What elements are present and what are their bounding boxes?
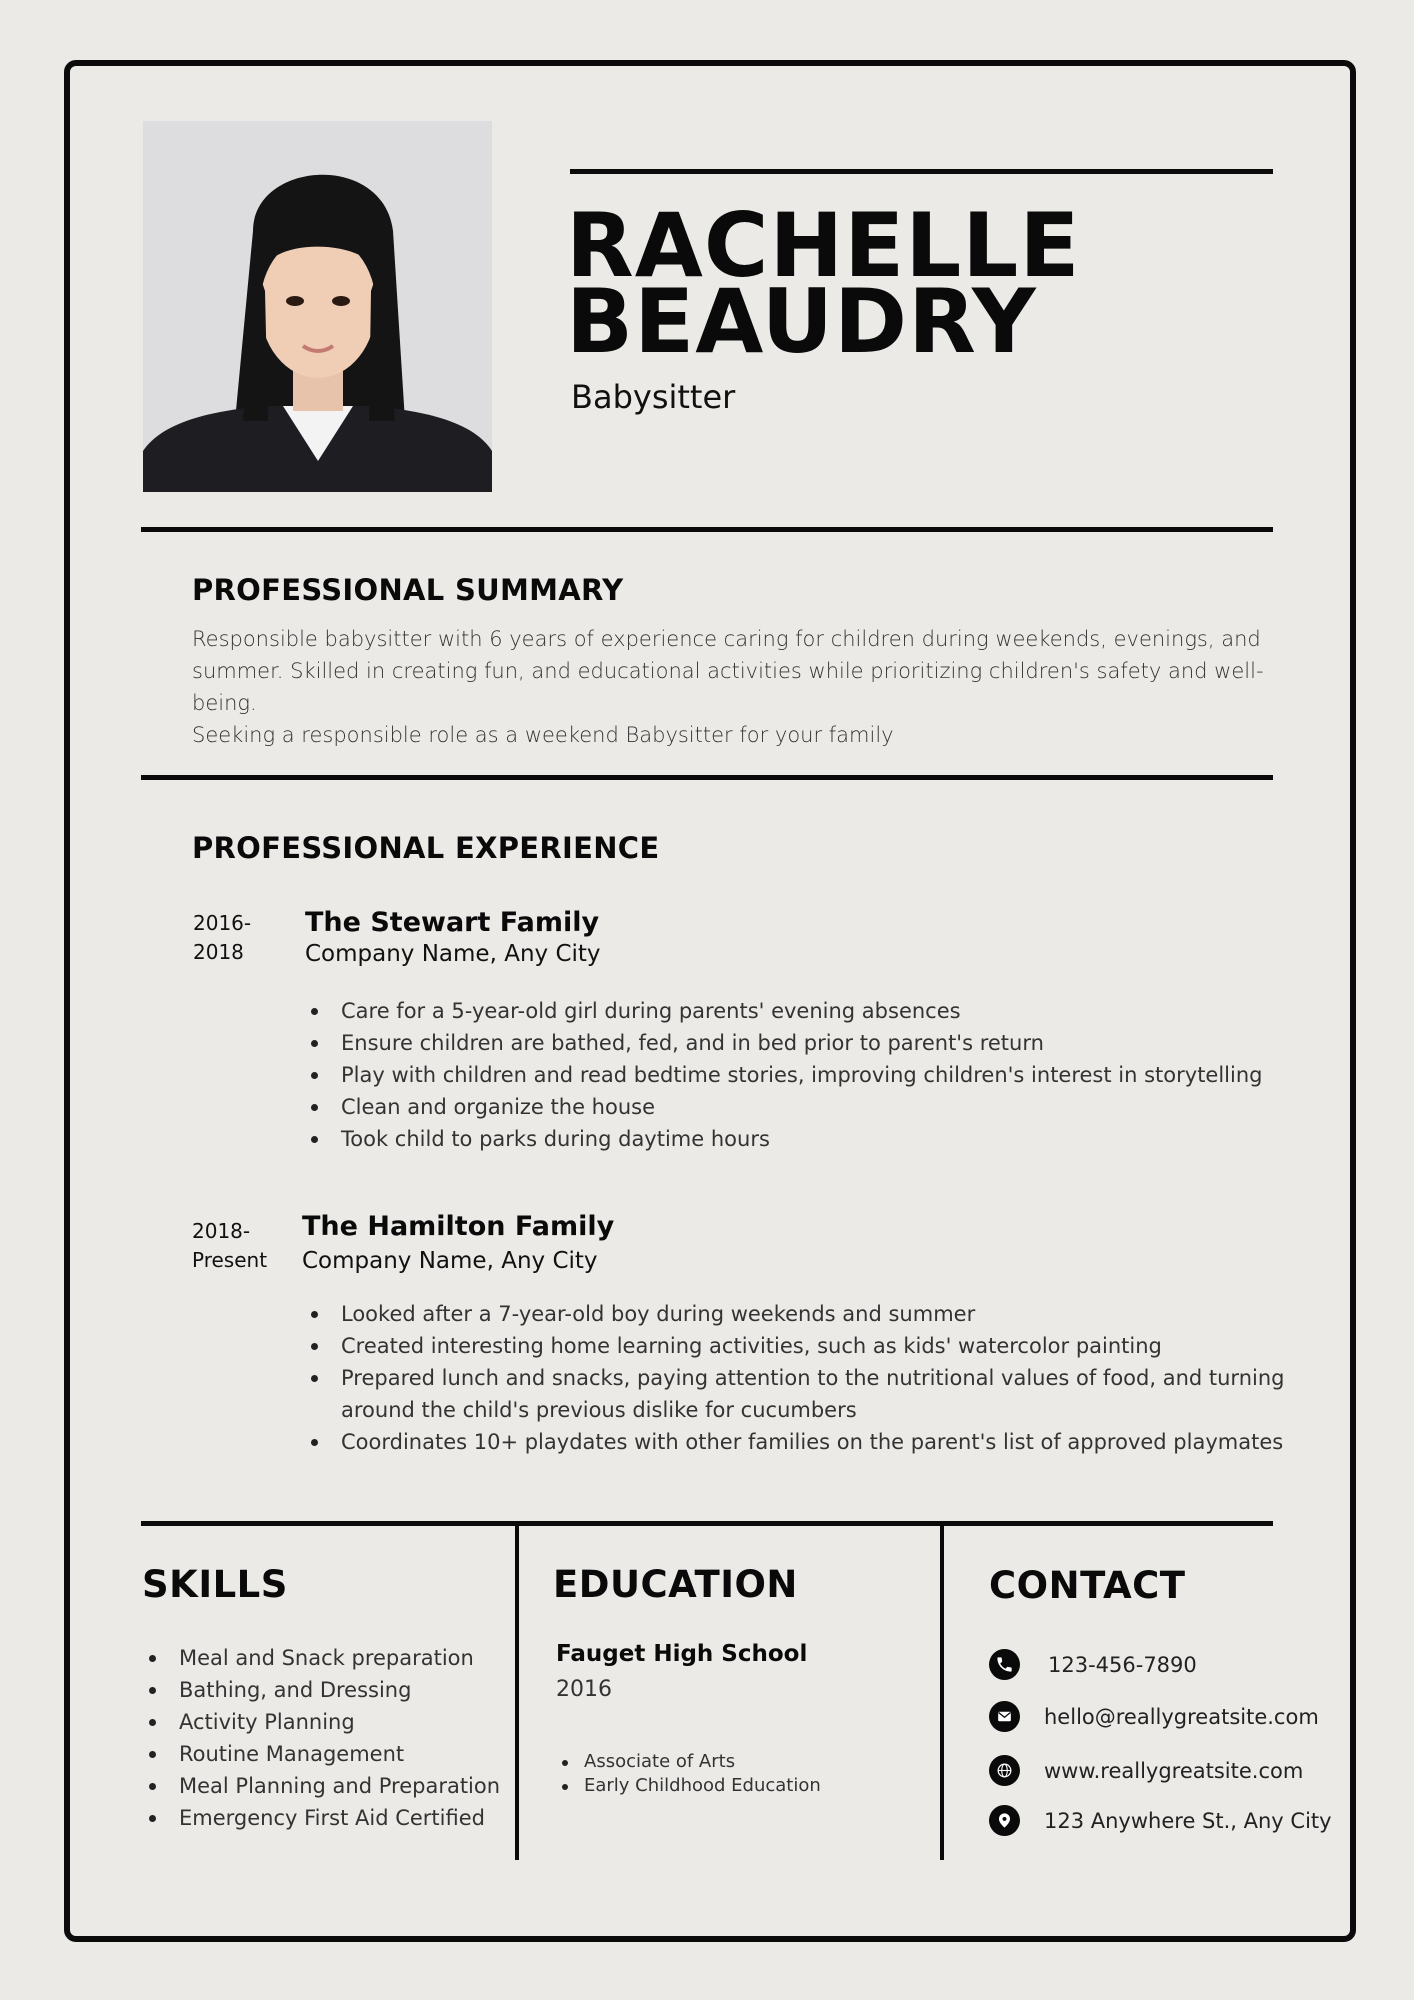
list-item: Meal and Snack preparation xyxy=(143,1642,513,1674)
education-list xyxy=(556,1750,926,1798)
divider-summary xyxy=(141,527,1273,532)
location-pin-icon xyxy=(989,1805,1020,1836)
job-date-start: 2016- xyxy=(193,911,252,935)
column-divider-right xyxy=(940,1521,944,1860)
phone-number[interactable]: 123-456-7890 xyxy=(1048,1652,1197,1677)
phone-icon xyxy=(989,1649,1020,1680)
list-item: Created interesting home learning activities, such as kids' watercolor painting xyxy=(305,1330,1305,1362)
contact-email xyxy=(989,1701,1319,1732)
job-duties-list xyxy=(305,1298,1305,1458)
list-item: Meal Planning and Preparation xyxy=(143,1770,513,1802)
list-item: Coordinates 10+ playdates with other families on the parent's list of approved playmates xyxy=(305,1426,1305,1458)
street-address: 123 Anywhere St., Any City xyxy=(1044,1808,1332,1833)
job-employer: The Stewart Family xyxy=(305,907,600,938)
last-name: BEAUDRY xyxy=(566,270,1037,373)
summary-heading: PROFESSIONAL SUMMARY xyxy=(192,573,624,607)
summary-line: Responsible babysitter with 6 years of experience caring for children during weekends, evenings, and xyxy=(192,627,1261,651)
list-item: Play with children and read bedtime stories, improving children's interest in storytelling xyxy=(305,1059,1305,1091)
website-link[interactable]: www.reallygreatsite.com xyxy=(1044,1758,1304,1783)
list-item: Routine Management xyxy=(143,1738,513,1770)
list-item: Clean and organize the house xyxy=(305,1091,1305,1123)
email-icon xyxy=(989,1701,1020,1732)
header-top-rule xyxy=(570,169,1273,174)
list-item: Took child to parks during daytime hours xyxy=(305,1123,1305,1155)
contact-phone xyxy=(989,1649,1197,1680)
contact-heading: CONTACT xyxy=(989,1564,1186,1607)
job-date-end: 2018 xyxy=(193,940,244,964)
profile-photo xyxy=(143,121,492,492)
job-date xyxy=(192,1217,267,1275)
list-item: Emergency First Aid Certified xyxy=(143,1802,513,1834)
list-item: Prepared lunch and snacks, paying attention to the nutritional values of food, and turning xyxy=(305,1362,1305,1394)
skills-list xyxy=(143,1642,513,1834)
contact-website xyxy=(989,1755,1303,1786)
experience-heading: PROFESSIONAL EXPERIENCE xyxy=(192,831,660,865)
globe-icon xyxy=(989,1755,1020,1786)
job-duties-list xyxy=(305,995,1305,1155)
list-item: Associate of Arts xyxy=(556,1750,926,1774)
list-item: Early Childhood Education xyxy=(556,1774,926,1798)
summary-line: summer. Skilled in creating fun, and educational activities while prioritizing children's safety and well-being. xyxy=(192,659,1264,715)
graduation-year: 2016 xyxy=(556,1677,612,1702)
job-company: Company Name, Any City xyxy=(302,1248,598,1274)
contact-address xyxy=(989,1805,1332,1836)
education-heading: EDUCATION xyxy=(553,1563,798,1606)
column-divider-left xyxy=(515,1521,519,1860)
list-item-continuation: around the child's previous dislike for cucumbers xyxy=(341,1398,857,1422)
job-employer: The Hamilton Family xyxy=(302,1211,615,1242)
job-date xyxy=(193,909,251,967)
job-role: Babysitter xyxy=(571,378,736,416)
first-name: RACHELLE xyxy=(566,194,1081,297)
job-date-end: Present xyxy=(192,1248,268,1272)
list-item: Care for a 5-year-old girl during parents' evening absences xyxy=(305,995,1305,1027)
divider-experience xyxy=(141,775,1273,780)
school-name: Fauget High School xyxy=(556,1641,808,1667)
summary-text xyxy=(192,623,1292,751)
job-date-start: 2018- xyxy=(192,1219,251,1243)
list-item: Activity Planning xyxy=(143,1706,513,1738)
email-address[interactable]: hello@reallygreatsite.com xyxy=(1044,1704,1319,1729)
job-company: Company Name, Any City xyxy=(305,941,601,967)
divider-bottom xyxy=(141,1521,1273,1526)
summary-line: Seeking a responsible role as a weekend Babysitter for your family xyxy=(192,723,894,747)
skills-heading: SKILLS xyxy=(142,1563,288,1606)
list-item: Looked after a 7-year-old boy during weekends and summer xyxy=(305,1298,1305,1330)
list-item: Bathing, and Dressing xyxy=(143,1674,513,1706)
list-item: Ensure children are bathed, fed, and in bed prior to parent's return xyxy=(305,1027,1305,1059)
